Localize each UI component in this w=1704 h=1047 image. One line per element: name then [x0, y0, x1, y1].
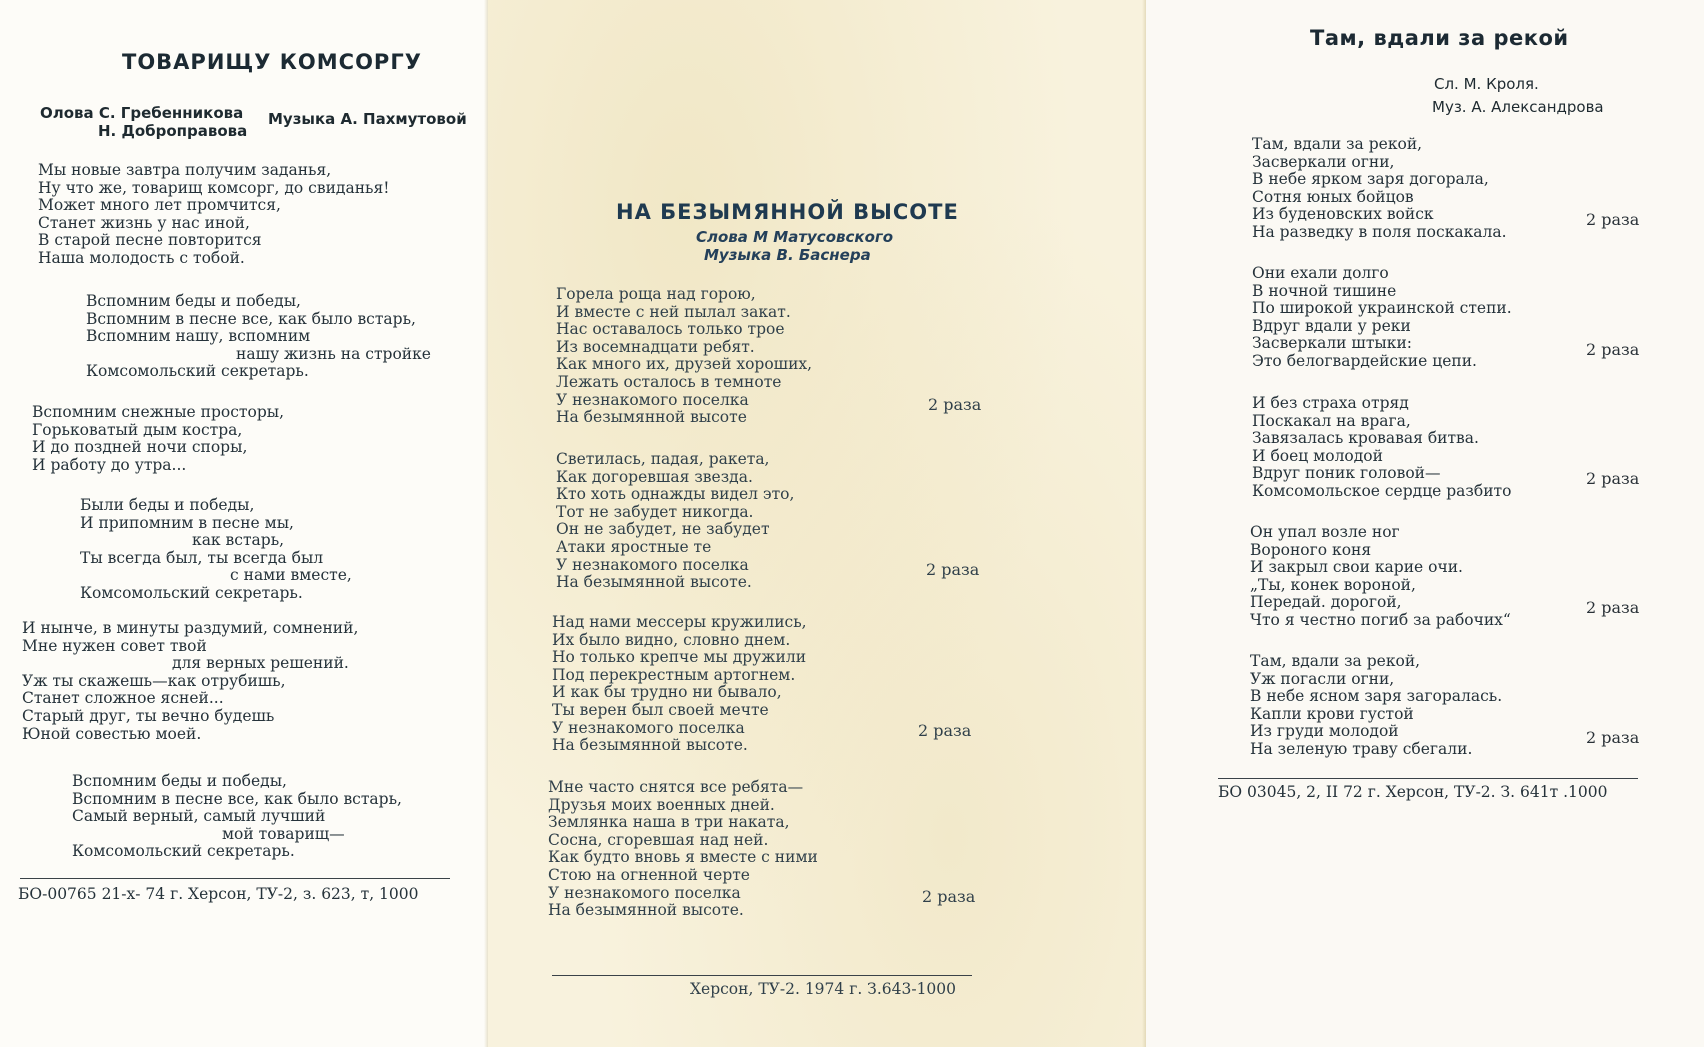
lyric-line: Атаки яростные те [556, 537, 712, 556]
song-title: ТОВАРИЩУ КОМСОРГУ [122, 50, 422, 74]
lyric-line: Мне нужен совет твой [22, 636, 207, 655]
verse-2 [556, 451, 794, 592]
lyric-line: „Ты, конек вороной, [1250, 575, 1416, 594]
lyrics-credit: Олова С. Гребенникова [40, 104, 244, 122]
lyric-line: Они ехали долго [1252, 264, 1389, 282]
lyric-line: И без страха отряд [1252, 394, 1409, 412]
lyric-line: Лежать осталось в темноте [556, 372, 782, 391]
lyric-line: Старый друг, ты вечно будешь [22, 706, 275, 725]
lyric-line: Вспомним беды и победы, [86, 292, 301, 310]
lyric-line: В небе ясном заря загоралась. [1250, 687, 1503, 706]
lyric-line: Комсомольский секретарь. [80, 583, 303, 602]
leaflet-tam-vdali [1146, 0, 1704, 1047]
lyric-line: Их было видно, словно днем. [552, 630, 791, 649]
chorus-2 [80, 497, 352, 603]
lyric-line: с нами вместе, [230, 566, 352, 585]
lyrics-credit-second: Н. Доброправова [98, 122, 248, 140]
lyric-line: Уж ты скажешь—как отрубишь, [22, 671, 286, 690]
repeat-mark: 2 раза [918, 721, 972, 740]
music-credit: Музыка А. Пахмутовой [268, 110, 467, 128]
lyric-line: На безымянной высоте [556, 408, 747, 427]
song-title: Там, вдали за рекой [1310, 26, 1569, 50]
lyric-line: Ты верен был своей мечте [552, 700, 769, 719]
lyric-line: Землянка наша в три наката, [548, 813, 790, 832]
lyric-line: Что я честно погиб за рабочих“ [1250, 610, 1511, 629]
verse-4 [548, 779, 818, 920]
lyric-line: Из буденовских войск [1252, 205, 1434, 224]
repeat-mark: 2 раза [928, 395, 982, 414]
verse-3 [22, 620, 358, 743]
lyric-line: Он не забудет, не забудет [556, 520, 770, 539]
verse-1 [1252, 136, 1507, 242]
lyric-line: На зеленую траву сбегали. [1250, 739, 1473, 758]
lyric-line: У незнакомого поселка [556, 555, 749, 574]
lyric-line: Вспомним в песне все, как было встарь, [86, 309, 416, 328]
lyric-line: Может много лет промчится, [38, 196, 281, 215]
lyric-line: Тот не забудет никогда. [556, 502, 754, 521]
lyric-line: Поскакал на врага, [1252, 411, 1411, 430]
lyric-line: Передай. дорогой, [1250, 593, 1402, 612]
lyric-line: Сосна, сгоревшая над ней. [548, 830, 769, 849]
printer-imprint: Херсон, ТУ-2. 1974 г. З.643-1000 [690, 980, 957, 998]
lyric-line: Комсомольский секретарь. [72, 842, 295, 861]
lyric-line: нашу жизнь на стройке [236, 344, 431, 363]
lyric-line: И боец молодой [1252, 446, 1383, 465]
lyric-line: И припомним в песне мы, [80, 513, 294, 532]
music-credit: Музыка В. Баснера [704, 246, 871, 264]
leaflet-bezymyannaya [488, 0, 1146, 1047]
lyric-line: Вдруг поник головой— [1252, 464, 1441, 483]
lyric-line: Капли крови густой [1250, 704, 1414, 723]
lyric-line: Были беды и победы, [80, 496, 255, 514]
lyric-line: Засверкали штыки: [1252, 334, 1412, 353]
lyric-line: На безымянной высоте. [556, 573, 752, 592]
lyric-line: Станет жизнь у нас иной, [38, 213, 250, 232]
repeat-mark: 2 раза [1586, 469, 1640, 488]
imprint-rule [20, 878, 450, 879]
lyric-line: Светилась, падая, ракета, [556, 450, 770, 468]
lyrics-credit: Слова М Матусовского [696, 228, 894, 246]
lyric-line: Вдруг вдали у реки [1252, 316, 1411, 335]
lyric-line: Вороного коня [1250, 540, 1372, 559]
lyrics-credit: Сл. М. Кроля. [1434, 75, 1539, 93]
verse-2 [32, 404, 284, 474]
lyric-line: И работу до утра... [32, 455, 187, 474]
lyric-line: Горела роща над горою, [556, 285, 756, 303]
lyric-line: И вместе с ней пылал закат. [556, 302, 791, 321]
lyric-line: Комсомольский секретарь. [86, 362, 309, 381]
repeat-mark: 2 раза [922, 887, 976, 906]
verse-2 [1252, 265, 1512, 371]
lyric-line: Вспомним снежные просторы, [32, 403, 285, 421]
lyric-line: Самый верный, самый лучший [72, 807, 326, 826]
repeat-mark: 2 раза [1586, 210, 1640, 229]
lyric-line: Вспомним нашу, вспомним [86, 327, 311, 346]
lyric-line: У незнакомого поселка [556, 390, 749, 409]
lyric-line: У незнакомого поселка [552, 718, 745, 737]
lyric-line: Под перекрестным артогнем. [552, 665, 796, 684]
lyric-line: Мне часто снятся все ребята— [548, 778, 804, 796]
lyric-line: Стою на огненной черте [548, 865, 750, 884]
lyric-line: Засверкали огни, [1252, 152, 1395, 171]
lyric-line: Мы новые завтра получим заданья, [38, 161, 332, 179]
lyric-line: Ну что же, товарищ комсорг, до свиданья! [38, 178, 390, 197]
lyric-line: для верных решений. [172, 654, 349, 673]
lyric-line: Из груди молодой [1250, 722, 1399, 741]
lyric-line: Кто хоть однажды видел это, [556, 485, 795, 504]
verse-1 [38, 162, 389, 268]
music-credit: Муз. А. Александрова [1432, 98, 1604, 116]
repeat-mark: 2 раза [1586, 340, 1640, 359]
verse-3 [552, 614, 807, 755]
lyric-line: В небе ярком заря догорала, [1252, 170, 1489, 189]
lyric-line: В ночной тишине [1252, 281, 1397, 300]
lyric-line: Как догоревшая звезда. [556, 467, 753, 486]
lyric-line: В старой песне повторится [38, 231, 262, 250]
lyric-line: Там, вдали за рекой, [1250, 652, 1421, 670]
song-title: НА БЕЗЫМЯННОЙ ВЫСОТЕ [616, 200, 959, 224]
printer-imprint: БО-00765 21-х- 74 г. Херсон, ТУ-2, з. 623, т, 1000 [18, 885, 419, 903]
imprint-rule [1218, 778, 1638, 779]
chorus-1 [86, 293, 431, 381]
lyric-line: На разведку в поля поскакала. [1252, 222, 1507, 241]
verse-1 [556, 286, 812, 427]
lyric-line: Нас оставалось только трое [556, 320, 785, 339]
repeat-mark: 2 раза [1586, 728, 1640, 747]
lyric-line: Это белогвардейские цепи. [1252, 351, 1477, 370]
lyric-line: как встарь, [192, 531, 285, 550]
lyric-line: Вспомним в песне все, как было встарь, [72, 789, 402, 808]
lyric-line: Сотня юных бойцов [1252, 187, 1414, 206]
lyric-line: Уж погасли огни, [1250, 669, 1395, 688]
lyric-line: Как много их, друзей хороших, [556, 355, 813, 374]
lyric-line: На безымянной высоте. [548, 901, 744, 920]
lyric-line: Но только крепче мы дружили [552, 648, 807, 667]
lyric-line: На безымянной высоте. [552, 736, 748, 755]
lyric-line: По широкой украинской степи. [1252, 299, 1512, 318]
lyric-line: Вспомним беды и победы, [72, 772, 287, 790]
lyric-line: Ты всегда был, ты всегда был [80, 548, 324, 567]
leaflet-komsorg [0, 0, 488, 1047]
lyric-line: И закрыл свои карие очи. [1250, 558, 1463, 577]
lyric-line: Горьковатый дым костра, [32, 420, 243, 439]
imprint-rule [552, 975, 972, 976]
lyric-line: И нынче, в минуты раздумий, сомнений, [22, 619, 359, 637]
verse-4 [1250, 524, 1511, 630]
lyric-line: Комсомольское сердце разбито [1252, 481, 1512, 500]
chorus-3 [72, 773, 402, 861]
repeat-mark: 2 раза [1586, 598, 1640, 617]
lyric-line: Завязалась кровавая битва. [1252, 429, 1479, 448]
lyric-line: И как бы трудно ни бывало, [552, 683, 782, 702]
printer-imprint: БО 03045, 2, II 72 г. Херсон, ТУ-2. З. 641т .1000 [1218, 783, 1608, 801]
lyric-line: Над нами мессеры кружились, [552, 613, 807, 631]
lyric-line: мой товарищ— [222, 824, 345, 843]
repeat-mark: 2 раза [926, 560, 980, 579]
lyric-line: Друзья моих военных дней. [548, 795, 775, 814]
verse-5 [1250, 653, 1502, 759]
lyric-line: И до поздней ночи споры, [32, 438, 248, 457]
lyric-line: Юной совестью моей. [22, 724, 202, 743]
lyric-line: Он упал возле ног [1250, 523, 1400, 541]
lyric-line: Наша молодость с тобой. [38, 248, 245, 267]
lyric-line: Там, вдали за рекой, [1252, 135, 1423, 153]
lyric-line: Из восемнадцати ребят. [556, 337, 755, 356]
verse-3 [1252, 395, 1511, 501]
lyric-line: Станет сложное ясней... [22, 689, 224, 708]
lyric-line: Как будто вновь я вместе с ними [548, 848, 818, 867]
lyric-line: У незнакомого поселка [548, 883, 741, 902]
